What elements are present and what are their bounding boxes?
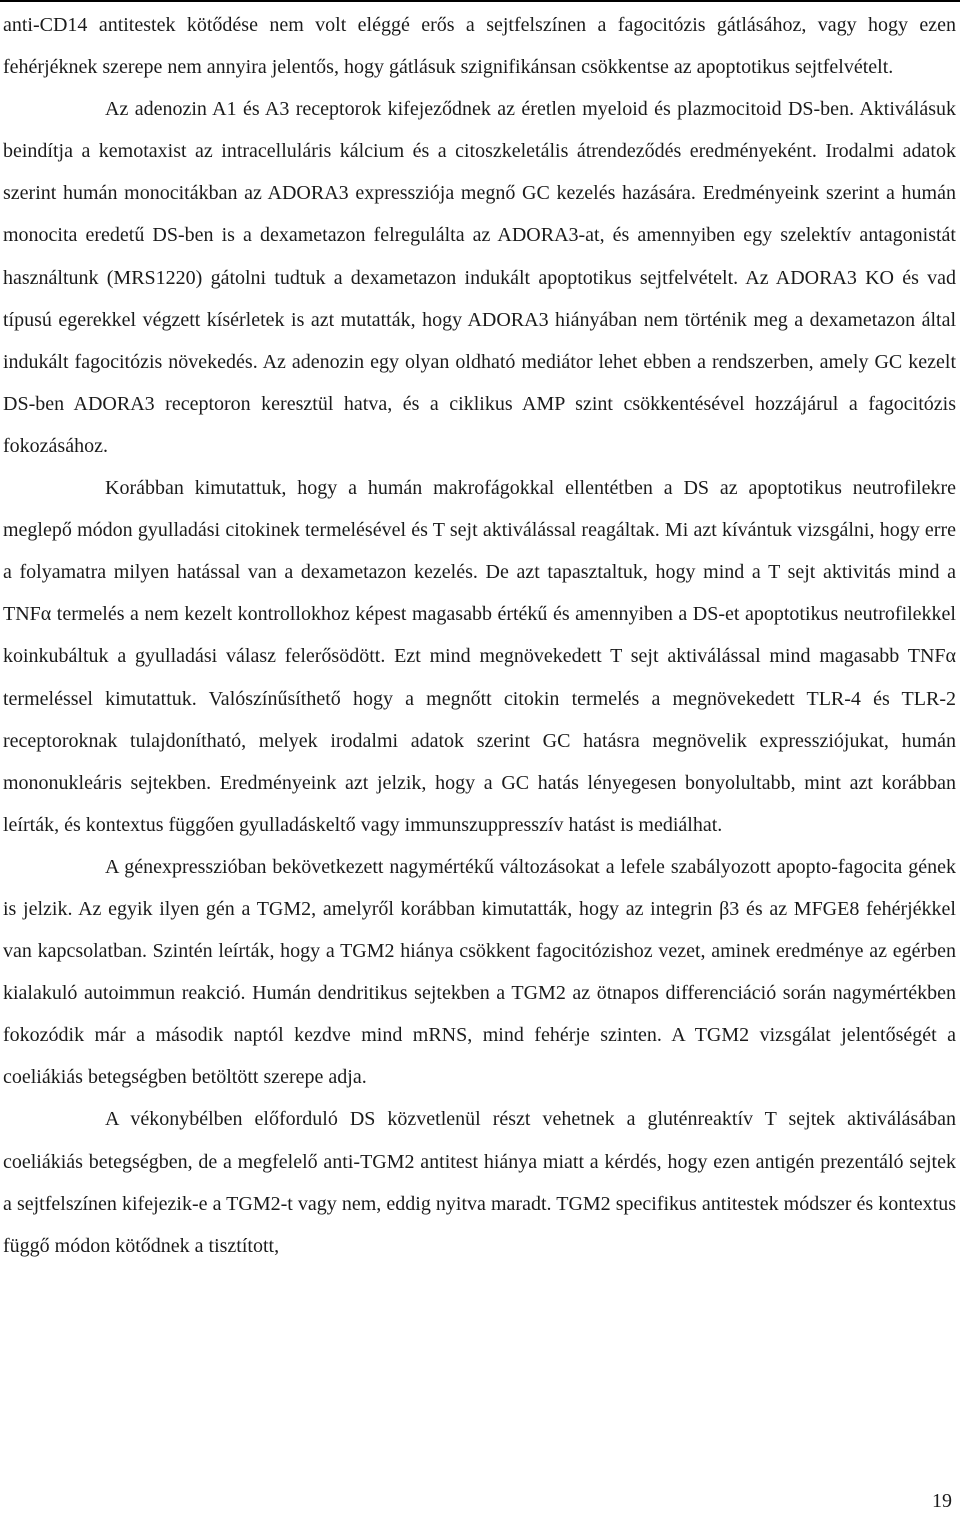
document-body — [3, 4, 956, 1267]
paragraph-2: Az adenozin A1 és A3 receptorok kifejeződnek az éretlen myeloid és plazmocitoid DS-ben. Aktiválásuk beindítja a kemotaxist az intracelluláris kálcium és a citoszkeletális átrendeződés eredményeként. Irodalmi adatok szerint humán monocitákban az ADORA3 expressziója megnő GC kezelés hazására. Eredményeink szerint a humán monocita eredetű DS-ben is a dexametazon felregulálta az ADORA3-at, és amennyiben egy szelektív antagonistát használtunk (MRS1220) gátolni tudtuk a dexametazon indukált apoptotikus sejtfelvételt. Az ADORA3 KO és vad típusú egerekkel végzett kísérletek is azt mutatták, hogy ADORA3 hiányában nem történik meg a dexametazon által indukált fagocitózis növekedés. Az adenozin egy olyan oldható mediátor lehet ebben a rendszerben, amely GC kezelt DS-ben ADORA3 receptoron keresztül hatva, és a ciklikus AMP szint csökkentésével hozzájárul a fagocitózis fokozásához. — [3, 98, 956, 457]
paragraph-1: anti-CD14 antitestek kötődése nem volt eléggé erős a sejtfelszínen a fagocitózis gátlásához, vagy hogy ezen fehérjéknek szerepe nem annyira jelentős, hogy gátlásuk szignifikánsan csökkentse az apoptotikus sejtfelvételt. — [3, 14, 956, 79]
paragraph-4: A génexpresszióban bekövetkezett nagymértékű változásokat a lefele szabályozott apopto-fagocita gének is jelzik. Az egyik ilyen gén a TGM2, amelyről korábban kimutatták, hogy az integrin β3 és az MFGE8 fehérjékkel van kapcsolatban. Szintén leírták, hogy a TGM2 hiánya csökkent fagocitózishoz vezet, aminek eredménye az egérben kialakuló autoimmun reakció. Humán dendritikus sejtekben a TGM2 az ötnapos differenciáció során nagymértékben fokozódik már a második naptól kezdve mind mRNS, mind fehérje szinten. A TGM2 vizsgálat jelentőségét a coeliákiás betegségben betöltött szerepe adja. — [3, 855, 956, 1089]
page-number: 19 — [932, 1490, 952, 1512]
top-rule — [0, 0, 960, 2]
paragraph-5: A vékonybélben előforduló DS közvetlenül részt vehetnek a gluténreaktív T sejtek aktiválásában coeliákiás betegségben, de a megfelelő anti-TGM2 antitest hiánya miatt a kérdés, hogy ezen antigén prezentáló sejtek a sejtfelszínen kifejezik-e a TGM2-t vagy nem, eddig nyitva maradt. TGM2 specifikus antitestek módszer és kontextus függő módon kötődnek a tisztított, — [3, 1108, 956, 1257]
paragraph-3: Korábban kimutattuk, hogy a humán makrofágokkal ellentétben a DS az apoptotikus neutrofilekre meglepő módon gyulladási citokinek termelésével és T sejt aktiválással reagáltak. Mi azt kívántuk vizsgálni, hogy erre a folyamatra milyen hatással van a dexametazon kezelés. De azt tapasztaltuk, hogy mind a T sejt aktivitás mind a TNFα termelés a nem kezelt kontrollokhoz képest magasabb értékű és amennyiben a DS-et apoptotikus neutrofilekkel koinkubáltuk a gyulladási válasz felerősödött. Ezt mind megnövekedett T sejt aktiválással mind magasabb TNFα termeléssel kimutattuk. Valószínűsíthető hogy a megnőtt citokin termelés a megnövekedett TLR-4 és TLR-2 receptoroknak tulajdonítható, melyek irodalmi adatok szerint GC hatásra megnövelik expressziójukat, humán mononukleáris sejtekben. Eredményeink azt jelzik, hogy a GC hatás lényegesen bonyolultabb, mint azt korábban leírták, és kontextus függően gyulladáskeltő vagy immunszuppresszív hatást is mediálhat. — [3, 477, 956, 836]
